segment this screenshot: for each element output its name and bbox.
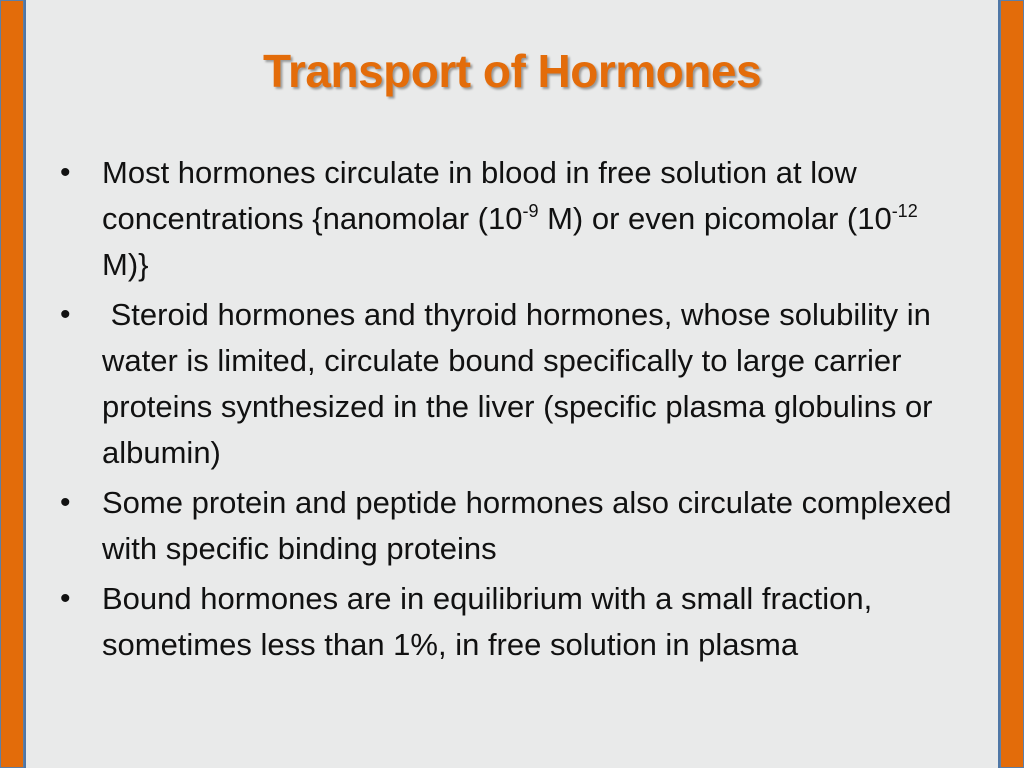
bullet-text-1b: M) or even picomolar (10 bbox=[538, 201, 892, 236]
bullet-text-2: Steroid hormones and thyroid hormones, whose solubility in water is limited, circulate bound specifically to large carrier proteins synthesized in the liver (specific plasma globulins or albumin) bbox=[102, 297, 942, 470]
slide bbox=[30, 0, 994, 768]
bullet-item-2 bbox=[60, 292, 970, 476]
bullet-icon: • bbox=[60, 156, 71, 189]
bullet-list bbox=[60, 150, 970, 672]
bullet-text-1c: M)} bbox=[102, 247, 149, 282]
bullet-item-1 bbox=[60, 150, 970, 288]
bullet-icon: • bbox=[60, 298, 71, 331]
bullet-icon: • bbox=[60, 582, 71, 615]
bullet-text-3: Some protein and peptide hormones also circulate complexed with specific binding proteins bbox=[102, 485, 952, 566]
bullet-item-4 bbox=[60, 576, 970, 668]
right-accent-bar bbox=[998, 0, 1024, 768]
bullet-item-3 bbox=[60, 480, 970, 572]
exponent-nanomolar: -9 bbox=[522, 201, 539, 221]
bullet-icon: • bbox=[60, 486, 71, 519]
bullet-text-1a: Most hormones circulate in blood in free solution at low concentrations {nanomolar (10 bbox=[102, 155, 857, 236]
left-accent-bar bbox=[0, 0, 26, 768]
exponent-picomolar: -12 bbox=[891, 201, 918, 221]
bullet-text-4: Bound hormones are in equilibrium with a small fraction, sometimes less than 1%, in free solution in plasma bbox=[102, 581, 873, 662]
slide-title: Transport of Hormones bbox=[262, 45, 762, 97]
